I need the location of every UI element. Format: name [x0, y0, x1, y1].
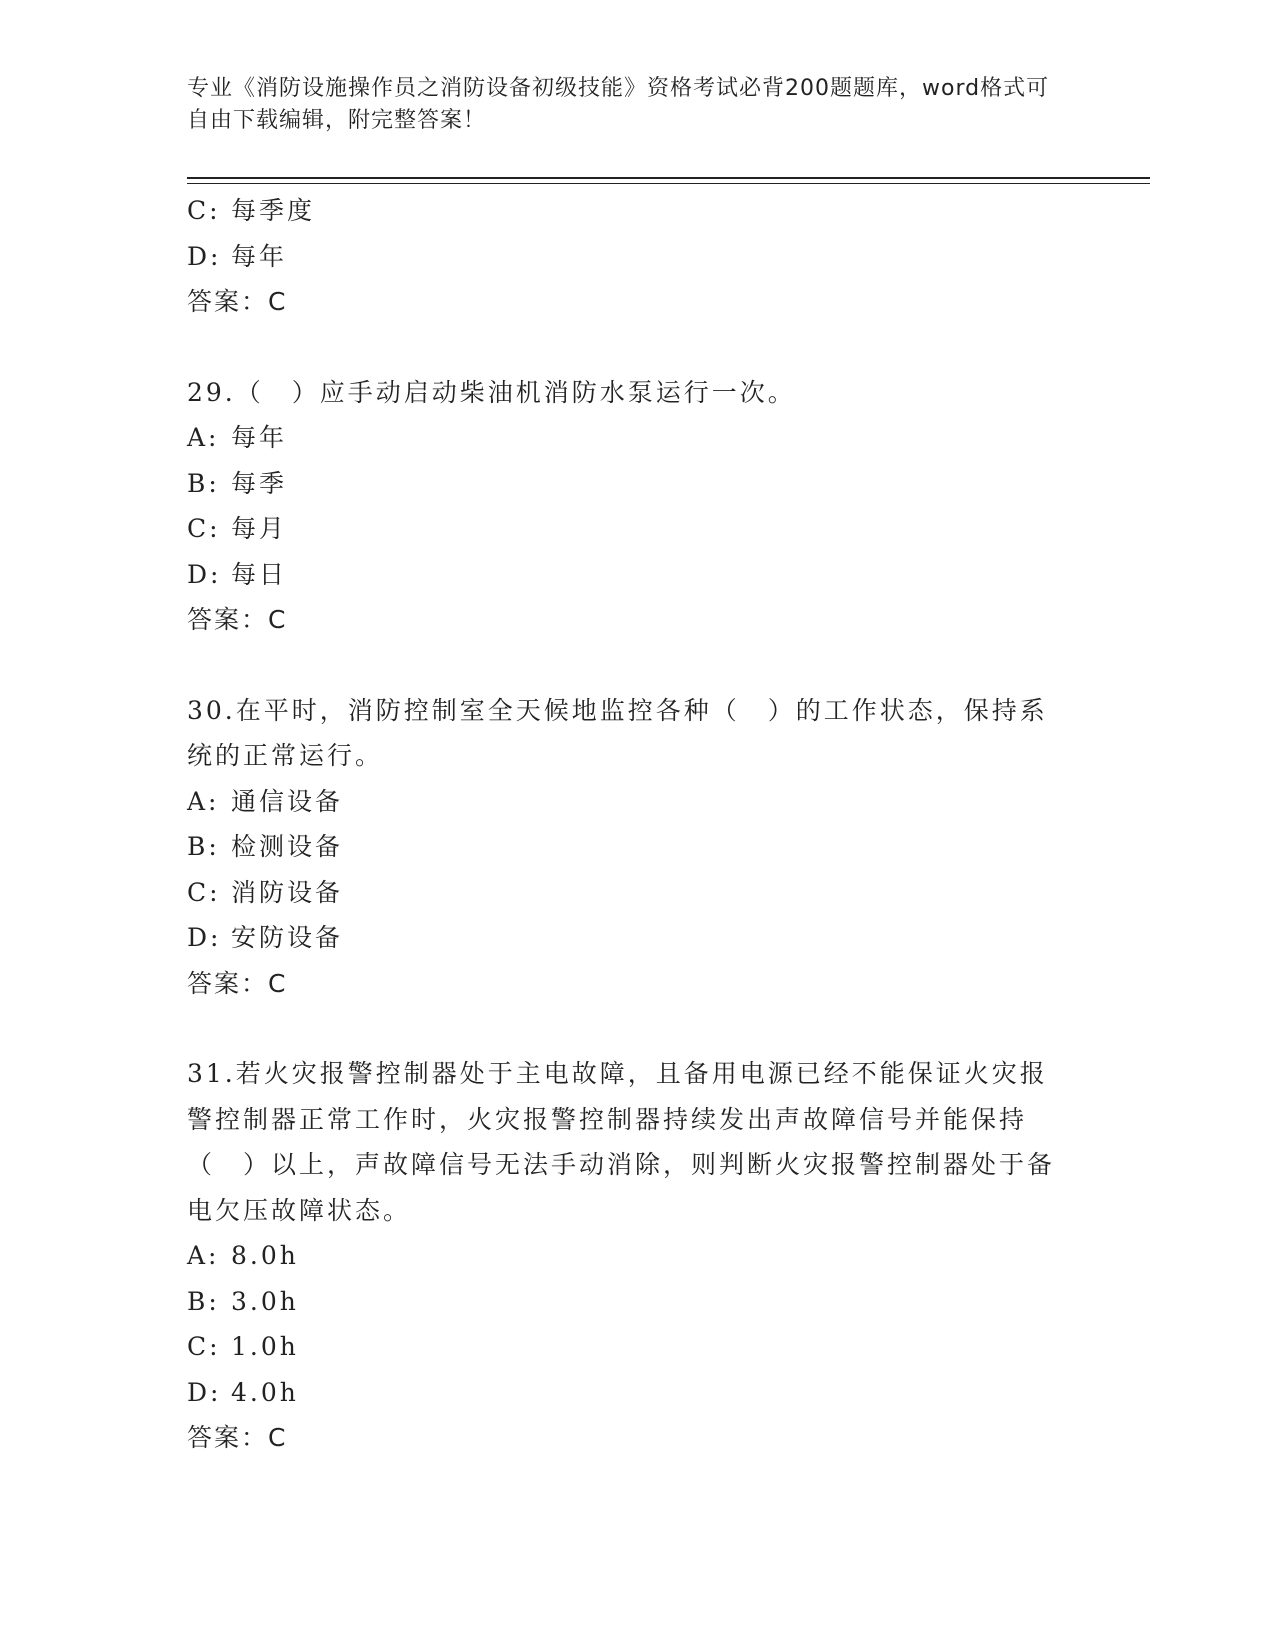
option-a: A: 通信设备 — [187, 786, 344, 816]
page-header: 专业《消防设施操作员之消防设备初级技能》资格考试必背200题题库，word格式可自由下载编辑，附完整答案！ — [187, 76, 1050, 133]
prev-question-block — [187, 188, 1067, 325]
option-c: C: 每月 — [187, 514, 288, 543]
answer-line: 答案：C — [187, 605, 288, 634]
question-31 — [187, 1051, 1067, 1461]
answer-line: 答案：C — [187, 1423, 288, 1452]
question-text: 30.在平时，消防控制室全天候地监控各种（ ）的工作状态，保持系统的正常运行。 — [187, 695, 1048, 770]
question-content — [187, 188, 1067, 1461]
option-b: B: 3.0h — [187, 1286, 299, 1316]
option-c: C: 1.0h — [187, 1332, 299, 1361]
option-a: A: 8.0h — [187, 1241, 299, 1270]
option-c: C: 每季度 — [187, 196, 316, 225]
answer-line: 答案：C — [187, 287, 288, 316]
header-rule-thick — [187, 177, 1150, 179]
option-d: D: 每年 — [187, 241, 288, 271]
question-29 — [187, 370, 1067, 643]
question-30 — [187, 688, 1067, 1007]
question-text: 29.（ ）应手动启动柴油机消防水泵运行一次。 — [187, 377, 796, 407]
answer-line: 答案：C — [187, 968, 288, 998]
option-a: A: 每年 — [187, 423, 288, 452]
option-b: B: 检测设备 — [187, 832, 344, 861]
option-c: C: 消防设备 — [187, 877, 344, 907]
option-b: B: 每季 — [187, 468, 288, 498]
header-rule-thin — [187, 183, 1150, 184]
option-d: D: 安防设备 — [187, 923, 344, 952]
question-text: 31.若火灾报警控制器处于主电故障，且备用电源已经不能保证火灾报警控制器正常工作时，火灾报警控制器持续发出声故障信号并能保持（ ）以上，声故障信号无法手动消除，则判断火灾报警控制器处于备电欠压故障状态。 — [187, 1059, 1056, 1225]
option-d: D: 每日 — [187, 559, 288, 589]
option-d: D: 4.0h — [187, 1377, 299, 1407]
